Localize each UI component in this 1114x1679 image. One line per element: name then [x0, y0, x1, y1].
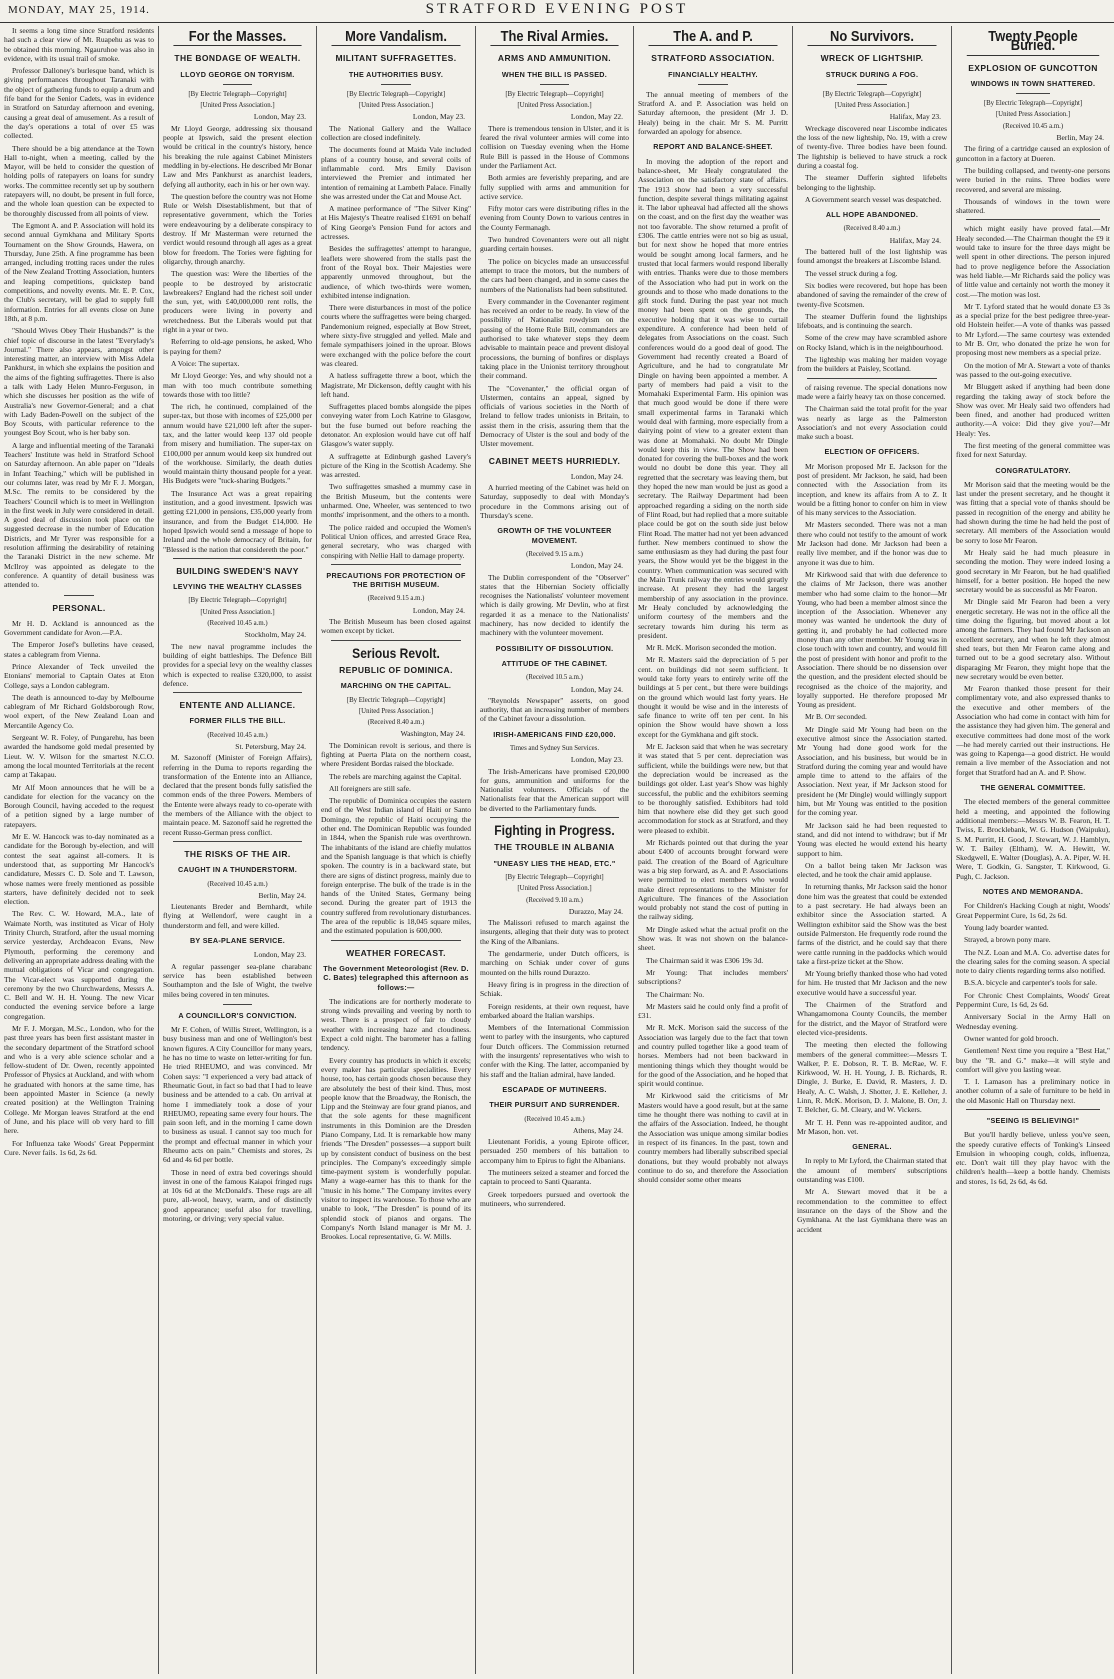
- paragraph: Mr Jackson said he had been requested to stand, and did not intend to withdraw; but if Mr Young was elected he would extend his hearty support to him.: [797, 820, 947, 858]
- subheadline: "UNEASY LIES THE HEAD, ETC.": [493, 858, 616, 868]
- paragraph: The Chairman said the total profit for the year was nearly as large as the Palmerston Association's and not every Association could make such a boast.: [797, 404, 947, 442]
- paragraph: The Chairmen of the Stratford and Whangamomona County Councils, the member for the district, and the Mayor of Stratford were elected vice-presidents.: [797, 1000, 947, 1037]
- received-time: (Received 9.15 a.m.): [367, 595, 425, 603]
- column-twenty-people-buried: [952, 26, 1114, 1674]
- dateline: Washington, May 24.: [400, 729, 465, 739]
- article-body: [956, 797, 1110, 881]
- paragraph: Mr Lloyd George: Yes, and why should not a man with too much contribute something towards those with too little?: [163, 371, 312, 399]
- article-body: [480, 483, 629, 520]
- paragraph: The vessel struck during a fog.: [805, 268, 898, 278]
- article-body: [480, 696, 629, 724]
- paragraph: Fifty motor cars were distributing rifles in the evening from County Down to various centres in the County Fermanagh.: [480, 204, 629, 232]
- paragraph: A suffragette at Edinburgh gashed Lavery's picture of the King in the Scottish Academy. She was arrested.: [321, 451, 471, 480]
- article-body: [163, 1025, 312, 1223]
- masthead: [0, 0, 1114, 23]
- paragraph: Mr E. W. Hancock was to-day nominated as a candidate for the Borough by-election, and will contest the seat against all-comers. It is understood that, as supporting Mr Hancock's candidature, Messrs C. D. Sole and T. Lawson, whose names were freely mentioned as possible starters, have definitely decided not to seek election.: [4, 832, 154, 907]
- paragraph: Two suffragettes smashed a mummy case in the British Museum, but the contents were unharmed. One, Wheeler, was sentenced to two months' imprisonment, and the others to a month.: [321, 482, 471, 520]
- received-time: (Received 10.45 a.m.): [524, 1115, 585, 1123]
- article-body: [797, 1156, 947, 1233]
- headline: ARMS AND AMMUNITION.: [497, 53, 612, 64]
- telegraph-credit: [By Electric Telegraph—Copyright]: [188, 597, 287, 605]
- divider: [331, 564, 461, 565]
- paragraph: Mr A. Stewart moved that it be a recommendation to the committee to effect insurance on the days of the Show and the Gymkhana. At the last Gymkhana there was an accident: [797, 1187, 947, 1234]
- section-heading-personal: PERSONAL.: [52, 602, 106, 613]
- article-title: The A. and P.: [649, 32, 778, 46]
- paragraph: For Children's Hacking Cough at night, Woods' Great Peppermint Cure, 1s 6d, 2s 6d.: [956, 901, 1110, 920]
- dateline: Athens, May 24.: [573, 1125, 623, 1135]
- paragraph: The Rev. C. W. Howard, M.A., late of Waimate North, was instituted as Vicar of Holy Trinity Church, Stratford, after the usual morning service yesterday, Archdeacon Evans, New Plymouth, performing the ceremony and delivering an appropriate address dealing with the mutual obligations of Vicar and congregation. The Vicar-elect was supported during the ceremony by the two Churchwardens, Messrs A. C. Bell and W. H. H. Young. The new Vicar conducted the evening service before a large congregation.: [4, 909, 154, 1021]
- article-body: [480, 1137, 629, 1208]
- headline: THE TROUBLE IN ALBANIA: [494, 842, 615, 853]
- subheadline: CONGRATULATORY.: [995, 465, 1071, 475]
- paragraph: T. I. Lamason has a preliminary notice in another column of a sale of furniture to be held in the old Masonic Hall on Thursday next.: [956, 1077, 1110, 1105]
- paragraph: Mr Morison proposed Mr E. Jackson for the post of president. Mr Jackson, he said, had been connected with the Association from its inception, and knew its affairs from A to Z. It would be a fitting honor to confer on him in view of his many services to the Association.: [797, 461, 947, 518]
- subheadline: WINDOWS IN TOWN SHATTERED.: [970, 78, 1096, 88]
- paragraph: Mr Masters said he could only find a profit of £31.: [638, 1001, 788, 1021]
- dateline: London, May 24.: [570, 561, 623, 571]
- received-time: (Received 8.40 a.m.): [843, 225, 901, 233]
- article-body: [797, 383, 947, 442]
- headline: CABINET MEETS HURRIEDLY.: [488, 455, 621, 466]
- paragraph: The National Gallery and the Wallace collection are closed indefinitely.: [321, 123, 471, 143]
- subheadline: ELECTION OF OFFICERS.: [824, 447, 920, 457]
- dateline: London, May 24.: [412, 605, 465, 615]
- dateline: London, May 22.: [570, 112, 623, 122]
- divider: [331, 940, 461, 941]
- column-more-vandalism: [317, 26, 475, 1674]
- received-time: (Received 10.45 a.m.): [207, 731, 268, 739]
- subheadline: PRECAUTIONS FOR PROTECTION OF THE BRITISH MUSEUM.: [326, 570, 466, 590]
- article-title: Twenty People Buried.: [967, 32, 1099, 56]
- paragraph: But you'll hardly believe, unless you've seen, the speedy curative effects of Tonking's Linseed Emulsion in whooping cough, colds, influenza, etc. Don't wait till they play havoc with the children's health—keep a bottle handy. Chemists and stores, 1s 6d, 2s 6d, 4s 6d.: [956, 1130, 1110, 1186]
- article-body: [321, 741, 471, 936]
- press-credit: [United Press Association.]: [517, 102, 592, 110]
- divider: [173, 692, 302, 693]
- paragraph: The British Museum has been closed against women except by ticket.: [321, 617, 471, 636]
- divider: [223, 1004, 252, 1005]
- article-body: [163, 902, 312, 930]
- divider: [64, 595, 94, 596]
- paragraph: Two hundred Covenanters were out all night guarding certain houses.: [480, 235, 629, 254]
- paragraph: Mr Dingle said Mr Young had been on the executive almost since the Association started. Mr Young had done good work for the Association, and his business, but would be in Stratford during the coming year and would have ample time to attend to the affairs of the Association. Next year, if Mr Jackson stood for president he (Mr Dingle) would willingly support him, but Mr Young was entitled to the position for the coming year.: [797, 724, 947, 818]
- paragraph: Both armies are feverishly preparing, and are fully supplied with arms and ammunition for active service.: [480, 173, 629, 201]
- article-body: [321, 997, 471, 1242]
- paragraph: Those in need of extra bed coverings should invest in one of the famous Kaiapoi fringed rugs at 10s 6d at the McDonald's. These rugs are all pure, all-wool, heavy, warm, and of distinctly good appearance; useful also for travelling, motoring, or driving; very special value.: [163, 1167, 312, 1224]
- subheadline: A COUNCILLOR'S CONVICTION.: [178, 1010, 297, 1020]
- article-body: [956, 144, 1110, 215]
- paragraph: The battered hull of the lost lightship was found amongst the breakers at Liscombe Island.: [797, 247, 947, 266]
- article-body: [638, 90, 788, 136]
- headline: WEATHER FORECAST.: [346, 947, 446, 958]
- headline: ENTENTE AND ALLIANCE.: [179, 700, 296, 711]
- paragraph: All foreigners are still safe.: [329, 783, 411, 793]
- paragraph: The rich, he continued, complained of the super-tax, but those with incomes of £25,000 per annum would have £21,000 left after the super-tax, and the latter would keep 137 old people from misery and humiliation. The super-tax on £100,000 per annum would keep six hundred out of the workhouse. Similarly, the death duties would maintain thirty thousand people for a year. His Budgets were "tuck-sharing Budgets.": [163, 402, 312, 486]
- paragraph: Mr Alf Moon announces that he will be a candidate for election for the vacancy on the Borough Council, having acceded to the request of a petition signed by a large number of ratepayers.: [4, 782, 154, 829]
- divider: [381, 84, 411, 85]
- subheadline: ALL HOPE ABANDONED.: [825, 210, 919, 220]
- paragraph: Mr Young: That includes members' subscriptions?: [638, 967, 788, 987]
- newspaper-title: STRATFORD EVENING POST: [425, 1, 689, 17]
- paragraph: Mr Young briefly thanked those who had voted for him. He trusted that Mr Jackson and the new executive would have a successful year.: [797, 969, 947, 997]
- article-title: Serious Revolt.: [352, 644, 440, 661]
- paragraph: The rebels are marching against the Capital.: [329, 771, 462, 781]
- telegraph-credit: [By Electric Telegraph—Copyright]: [188, 90, 287, 98]
- divider: [173, 558, 302, 559]
- paragraph: The new naval programme includes the building of eight battleships. The Defence Bill provides for a special levy on the wealthy classes which is expected to realise £320,000, to assist defence.: [163, 641, 312, 688]
- headline: STRATFORD ASSOCIATION.: [651, 53, 775, 64]
- divider: [223, 84, 252, 85]
- press-credit: Times and Sydney Sun Services.: [509, 745, 600, 752]
- subheadline: CAUGHT IN A THUNDERSTORM.: [177, 865, 298, 875]
- paragraph: A hurried meeting of the Cabinet was held on Saturday, supposedly to deal with Monday's procedure in the Commons arising out of Thursday's scene.: [480, 483, 629, 521]
- divider: [1016, 93, 1050, 94]
- paragraph: There should be a big attendance at the Town Hall to-night, when a meeting, called by the Mayor, will be held to consider the question of holding polls of ratepayers on loans for sundry works. The committee recently set up by southern ratepayers will, no doubt, be present in full force, and the whole loan question can be expected to be thoroughly discussed from all points of view.: [4, 143, 154, 218]
- article-body: [480, 918, 629, 1079]
- paragraph: Wreckage discovered near Liscombe indicates the loss of the new lightship, No. 19, with a crew of twenty-five. Three bodies have been found. The lightship is believed to have struck a rock during a coastal fog.: [797, 123, 947, 170]
- headline: MILITANT SUFFRAGETTES.: [335, 53, 457, 64]
- paragraph: Anniversary Social in the Army Hall on Wednesday evening.: [956, 1012, 1110, 1031]
- paragraph: Prince Alexander of Teck unveiled the Etonians' memorial to Captain Oates at Eton College, says a London cablegram.: [4, 662, 154, 690]
- subheadline: ESCAPADE OF MUTINEERS.: [502, 1084, 607, 1094]
- paragraph: A matinee performance of "The Silver King" at His Majesty's Theatre realised £1691 on behalf of King George's Pension Fund for actors and actresses.: [321, 204, 471, 242]
- dateline: Stockholm, May 24.: [244, 630, 306, 640]
- headline: THE RISKS OF THE AIR.: [184, 848, 291, 859]
- paragraph: The documents found at Maida Vale included plans of a country house, and several coils of inflammable cord. Mrs Emily Davison interviewed the Premier and intimated her intention of remaining at Lambeth Palace. Finally she was arrested under the Cat and Mouse Act.: [321, 145, 471, 201]
- paragraph: A Government search vessel was despatched.: [805, 194, 942, 204]
- article-body: [797, 462, 947, 1136]
- article-title: For the Masses.: [173, 32, 301, 46]
- paragraph: Mr E. Jackson said that when he was secretary it was stated that 5 per cent. depreciation was sufficient, while the buildings were new, but that the depreciation would be increased as the buildings got older. Last year's Show was highly successful, the public and the exhibitors seeming to be thoroughly satisfied. Exhibitors had told him that nowhere else did they get such good accommodation for stock as at Stratford, and they were pleased to exhibit.: [638, 742, 788, 835]
- press-credit: [United Press Association.]: [200, 608, 275, 616]
- paragraph: A regular passenger sea-plane charabanc service has been established between Southampton and the Isle of Wight, the twelve miles being covered in ten minutes.: [163, 961, 312, 999]
- paragraph: The Malissori refused to march against the insurgents, alleging that their duty was to protect the King of the Albanians.: [480, 918, 629, 946]
- subheadline: FINANCIALLY HEALTHY.: [668, 69, 758, 79]
- telegraph-credit: [By Electric Telegraph—Copyright]: [505, 873, 604, 881]
- press-credit: [United Press Association.]: [358, 102, 434, 110]
- paragraph: Mr Fearon thanked those present for their complimentary vote, and also expressed thanks to the executive and other members of the Association who had come in contact with him for the assistance they had given him. The general and executive committees had done most of the work—he had merely carried out their instructions. He was going to Kapenga—a good district. He would remain a live member of the Association and not forget that Stratford had an A. and P. Show.: [956, 684, 1110, 777]
- received-time: (Received 8.40 a.m.): [367, 719, 425, 727]
- paragraph: Mr Lloyd George, addressing six thousand people at Ipswich, said the present election would be critical in the country's history, hence his breaking the rule against Cabinet Ministers meddling in by-elections. He described Mr Bonar Law and Mrs Pankhurst as anarchist leaders, defying all authority, each in his or her own way.: [163, 123, 312, 189]
- paragraph: The Chairman said it was £306 19s 3d.: [646, 955, 764, 965]
- paragraph: Thousands of windows in the town were shattered.: [956, 196, 1110, 216]
- paragraph: On a ballot being taken Mr Jackson was elected, and he took the chair amid applause.: [797, 860, 947, 880]
- divider: [540, 84, 569, 85]
- subheadline: LEVYING THE WEALTHY CLASSES: [173, 582, 302, 592]
- dateline: Halifax, May 23.: [889, 112, 941, 122]
- dateline: St. Petersburg, May 24.: [235, 742, 306, 751]
- paragraph: Heavy firing is in progress in the direction of Schiak.: [480, 979, 629, 999]
- paragraph: Every country has products in which it excels; every maker has particular specialities. Every house, too, has certain goods chosen because they are absolutely the best of their kind. Thus, most people know that the Broadway, the Ronisch, the Lipp and the Steinway are four grand pianos, and that the sole agents for these magnificent instruments in this Dominion are the Dresden Piano Company, Ltd. It is remarkable how many friends "The Dresden" possesses—a support built up by consistent conduct of business on the best principles. The Company's exceedingly simple time-payment system is wonderfully popular. Many a wage-earner has this to thank for the "music in his home." The Company invites every visitor to inspect its warehouse. To those who are unable to look, "The Dresden" is pound of its splendid stock of pianos and organs. The Company's North Island manager is Mr M. J. Brookes. Local representative, G. W. Mills.: [321, 1055, 471, 1242]
- article-body: [956, 224, 1110, 459]
- press-credit: [United Press Association.]: [834, 102, 910, 110]
- column-no-survivors: [793, 26, 951, 1674]
- paragraph: The police raided and occupied the Women's Political Union offices, and arrested Grace Rea, general secretary, who was charged with conspiring with Nellie Hall to damage property.: [321, 522, 471, 560]
- subheadline: ATTITUDE OF THE CABINET.: [501, 658, 608, 668]
- paragraph: The Irish-Americans have promised £20,000 for guns, ammunition and uniforms for the Nationalist volunteers. Officials of the Nationalists fear that the American support will be diverted to the Parliamentary funds.: [480, 766, 629, 813]
- paragraph: Mr R. McK. Morison seconded the motion.: [646, 643, 777, 653]
- subheadline: POSSIBILITY OF DISSOLUTION.: [495, 643, 614, 653]
- article-body: [321, 617, 471, 636]
- divider: [698, 84, 728, 85]
- paragraph: B.S.A. bicycle and carpenter's tools for sale.: [964, 978, 1097, 988]
- headline: THE BONDAGE OF WEALTH.: [174, 53, 301, 64]
- paragraph: Mr T. Lyford stated that he would donate £3 3s as a special prize for the best pedigree three-year-old Holstein heifer.—A vote of thanks was passed to Mr Lyford.—The same courtesy was extended to Mr B. Orr, who donated the prize he won for proposing most new members as a special prize.: [956, 301, 1110, 358]
- personal-items: [4, 619, 154, 1157]
- local-news-items: [4, 26, 154, 590]
- paragraph: On the motion of Mr A. Stewart a vote of thanks was passed to the out-going executive.: [956, 360, 1110, 379]
- paragraph: Lieutenants Breder and Bernhardt, while flying at Wellendorf, were caught in a thunderstorm and fell, and were killed.: [163, 902, 312, 930]
- divider: [966, 219, 1100, 220]
- subheadline: MARCHING ON THE CAPITAL.: [340, 681, 452, 691]
- paragraph: of raising revenue. The special donations now made were a fairly heavy tax on those concerned.: [797, 382, 947, 401]
- subheadline: STRUCK DURING A FOG.: [825, 69, 919, 79]
- paragraph: It seems a long time since Stratford residents had such a clear view of Mt. Ruapehu as was to be obtained this morning. Ngauruhoe was also in evidence, with its usual trail of smoke.: [4, 26, 154, 63]
- paragraph: The question before the country was not Home Rule or Welsh Disestablishment, but that of representative government, which the Tories were endeavouring by a deliberate conspiracy to destroy. If Mr Masterman were returned the verdict would resound through all ages as a great blow for freedom. The Tories were fighting for oligarchy, through anarchy.: [163, 191, 313, 266]
- dateline: London, May 24.: [570, 684, 623, 694]
- paragraph: which might easily have proved fatal.—Mr Healy seconded.—The Chairman thought the £9 it would take to insure for the three days might be well spent in other directions. The person injured had to prove negligence before the Association was held liable.—Mr Richards said the policy was of little value and certainly not worth the money it cost.—The motion was lost.: [956, 224, 1110, 299]
- headline: EXPLOSION OF GUNCOTTON: [968, 62, 1098, 73]
- paragraph: For Chronic Chest Complaints, Woods' Great Peppermint Cure, 1s 6d, 2s 6d.: [956, 990, 1110, 1010]
- paragraph: Besides the suffragettes' attempt to harangue, leaflets were showered from the stalls past the front of the Royal box. Their Majesties were apparently unmoved throughout, but the audience, of which two-thirds were women, exhibited intense indignation.: [321, 244, 471, 300]
- headline: REPUBLIC OF DOMINICA.: [339, 664, 453, 675]
- received-time: (Received 9.10 a.m.): [526, 896, 583, 904]
- paragraph: Strayed, a brown pony mare.: [964, 935, 1051, 945]
- subheadline: IRISH-AMERICANS FIND £20,000.: [493, 729, 616, 739]
- paragraph: The death is announced to-day by Melbourne cablegram of Mr Richard Goldsborough Row, wool expert, of the New Zealand Loan and Mercantile Agency Co.: [4, 692, 154, 730]
- paragraph: The firing of a cartridge caused an explosion of guncotton in a factory at Dueren.: [956, 144, 1110, 163]
- paragraph: Mr H. D. Ackland is announced as the Government candidate for Avon.—P.A.: [4, 618, 154, 638]
- dateline: Durazzo, May 24.: [568, 906, 623, 916]
- subheadline: "SEEING IS BELIEVING!": [986, 1115, 1080, 1125]
- dateline: Berlin, May 24.: [258, 890, 306, 900]
- subheadline: THE GENERAL COMMITTEE.: [980, 783, 1086, 793]
- paragraph: The Dominican revolt is serious, and there is fighting at Puerta Plata on the northern coast, where President Bordas raised the blockade.: [321, 740, 471, 769]
- paragraph: Every commander in the Covenanter regiment has received an order to be ready. In view of the possibility of Nationalist rowdyism on the passing of the Home Rule Bill, commanders are authorised to take whatever steps they deem advisable to maintain peace and prevent disloyal processions, the burning of bonfires or displays taking place in the Unionist territory throughout their command.: [480, 296, 629, 381]
- paragraph: The gendarmerie, under Dutch officers, is marching on Schiak under cover of guns mounted on the hills round Durazzo.: [480, 949, 629, 977]
- paragraph: The Chairman: No.: [646, 989, 705, 999]
- paragraph: The "Covenanter," the official organ of Ulstermen, contains an appeal, signed by officials of various societies in the North of Ireland to fellow trades unionists in Britain, to assist them in the crisis, assuring them that the Democracy of Ulster is the soul and body of the Ulster movement.: [480, 383, 629, 449]
- paragraph: The police on bicycles made an unsuccessful attempt to trace the motors, but the numbers of the cars had been changed, and in some cases the numbers of the Nationalists had been substituted.: [480, 256, 629, 294]
- paragraph: Some of the crew may have scrambled ashore on Rocky Island, which is in the neighbourhood.: [797, 333, 947, 352]
- subheadline: GENERAL.: [852, 1142, 892, 1152]
- paragraph: For Influenza take Woods' Great Peppermint Cure. Never fails. 1s 6d, 2s 6d.: [4, 1138, 154, 1157]
- divider: [966, 1109, 1100, 1110]
- received-time: (Received 10.45 a.m.): [207, 620, 268, 628]
- paragraph: Mr R. Masters said the depreciation of 5 per cent. on buildings did not seem sufficient. It would take forty years to entirely write off the buildings at 5 per cent., but there were buildings on the ground which would last forty years. He thought it would be wise and in the interests of safe finance to write off ten per cent. In his opinion the Show would have shown a loss except for the Gymkhana and gift stock.: [638, 655, 788, 739]
- paragraph: The mutineers seized a steamer and forced the captain to proceed to Santi Quaranta.: [480, 1167, 629, 1187]
- article-body: [321, 124, 471, 560]
- paragraph: The Emperor Josef's bulletins have ceased, states a cablegram from Vienna.: [4, 640, 154, 659]
- article-title: More Vandalism.: [332, 32, 461, 46]
- received-time: (Received 10.5 a.m.): [526, 674, 583, 682]
- paragraph: Mr R. McK. Morison said the success of the Association was largely due to the fact that town and country pulled together like a good team of horses. Members had not been backward in mentioning things which they thought would be for the good of the Association, and he hoped that spirit would continue.: [638, 1023, 788, 1089]
- paragraph: In returning thanks, Mr Jackson said the honor done him was the greatest that could be extended to a past secretary. He had always been an exhibitor since the Association started. A Wellington exhibitor said the Show was the best outside Palmerston. He frequently rode round the farms of the district, and he could say that there were cattle running in the paddocks which would take a first-prize ticket at the Show.: [797, 882, 947, 966]
- paragraph: The Insurance Act was a great repairing institution, and a good investment. Ipswich was getting £21,000 in pensions, £35,000 yearly from insurance, and from the Budget £14,000. He hoped Ipswich would send a message of hope to Ireland and the whole democracy of Britain, for "Blessed is the nation that considereth the poor.": [163, 488, 312, 554]
- article-body: [163, 753, 312, 837]
- divider: [807, 378, 937, 379]
- dateline: London, May 24.: [570, 471, 623, 481]
- paragraph: A large and influential meeting of the Taranaki Teachers' Institute was held in Stratford School on Saturday afternoon. An able paper on "Ideals in Infant Teaching," which will be published in our columns later, was read by Mr F. J. Morgan, M.Sc. The remits to be considered by the Teachers' Council which is to meet in Wellington in the first week in July were considered in detail. A good deal of discussion took place on the suggested decrease in the number of Education Districts, and Mr Tyrer was responsible for a resolution affirming the desirability of retaining the Taranaki District in the new scheme. Mr McIlroy was appointed as delegate to the conference. A quantity of detail business was attended to.: [4, 440, 154, 590]
- dateline: London, May 23.: [253, 950, 306, 960]
- paragraph: "Reynolds Newspaper" asserts, on good authority, that an increasing number of members of the Cabinet favour a dissolution.: [480, 695, 629, 724]
- press-credit: [United Press Association.]: [200, 102, 275, 110]
- paragraph: The N.Z. Loan and M.A. Co. advertise dates for the clearing sales for the coming season. A special note to dairy clients regarding terms also notified.: [956, 947, 1110, 976]
- column-rival-armies: [476, 26, 633, 1674]
- paragraph: Lieutenant Foridis, a young Epirote officer, persuaded 250 members of his battalion to accompany him to Epirus to fight the Albanians.: [480, 1137, 629, 1165]
- telegraph-credit: [By Electric Telegraph—Copyright]: [346, 90, 446, 98]
- paragraph: The annual meeting of members of the Stratford A. and P. Association was held on Saturday afternoon, the president (Mr J. D. Healy) being in the chair. Mr S. M. Purritt forwarded an apology for absence.: [638, 89, 788, 137]
- telegraph-credit: [By Electric Telegraph—Copyright]: [983, 100, 1083, 108]
- received-time: (Received 10.45 a.m.): [207, 880, 268, 888]
- received-time: (Received 10.45 a.m.): [1002, 122, 1064, 130]
- paragraph: The steamer Dufferin found the lightships lifeboats, and is continuing the search.: [797, 311, 947, 331]
- paragraph: A Voice: The supertax.: [171, 358, 240, 368]
- paragraph: "Should Wives Obey Their Husbands?" is the chief topic of discourse in the latest "Everylady's Journal." There also appears, amongst other interesting matter, an interview with Miss Adela Pankhurst, in which she explains the position and the aims of the fighting suffragettes. There is also a talk with Lady Helen Munro-Ferguson, in which she discusses her position as the wife of Australia's new Governor-General; and a chat with Lady Baden-Powell on the subject of the Boy Scouts, with particular reference to the youngest Boy Scout, who is her baby son.: [4, 326, 154, 438]
- article-body: [638, 157, 788, 1185]
- article-body: [163, 962, 312, 999]
- press-credit: [United Press Association.]: [517, 885, 592, 893]
- divider: [857, 84, 887, 85]
- paragraph: Mr T. H. Penn was re-appointed auditor, and Mr Mason, hon. vet.: [797, 1117, 947, 1136]
- paragraph: Referring to old-age pensions, he asked, Who is paying for them?: [163, 337, 312, 356]
- article-body: [480, 573, 629, 638]
- paragraph: A hatless suffragette threw a boot, which the Magistrate, Mr Dickenson, deftly caught with his left hand.: [321, 371, 471, 399]
- paragraph: The lightship was making her maiden voyage from the builders at Paisley, Scotland.: [797, 355, 947, 374]
- paragraph: Mr Dingle asked what the actual profit on the Show was. It was not shown on the balance-sheet.: [638, 924, 788, 953]
- subheadline: THEIR PURSUIT AND SURRENDER.: [489, 1100, 620, 1110]
- paragraph: Mr F. J. Morgan, M.Sc., London, who for the past three years has been first assistant master in the secondary department of the Stratford school and who is a very able science scholar and a fellow-student of Dr. Owen, recently appointed Professor of Physics at Auckland, and with whom he graduated with honors at the same time, has been appointed Master in Science (a newly created position) at the Wellington Training College. Mr Morgan leaves Stratford at the end of June, and his place will ob very hard to fill here.: [4, 1023, 154, 1136]
- subheadline: LLOYD GEORGE ON TORYISM.: [180, 69, 295, 79]
- paragraph: Greek torpedoers pursued and overtook the mutineers, who surrendered.: [480, 1189, 629, 1208]
- paragraph: M. Sazonoff (Minister of Foreign Affairs), referring in the Duma to reports regarding the transformation of the Entente into an Alliance, declared that the present bonds fully satisfied the common ends of the three Powers. Members of the Entente were always ready to co-operate with the members of the Alliance with the object to maintain peace. M. Sazonoff said he regretted the recent Russo-German press conflict.: [163, 753, 312, 837]
- paragraph: Six bodies were recovered, but hope has been abandoned of saving the remainder of the crew of twenty-five Scotsmen.: [797, 280, 947, 309]
- paragraph: In moving the adoption of the report and balance-sheet, Mr Healy congratulated the Association on the satisfactory state of affairs. The 1913 show had been a very successful function, despite several things militating against it. The labor upheaval had affected all the shows on the coast, and on the first day the weather was not too favorable. The show returned a profit of £306. The cattle entries were not so big as usual, but for next show he hoped that more entries would be sought among local farmers, and he trusted that local farmers would respond liberally with entries. Thanks were due to those members of the Association who had put in work on the grounds and to those who made donations to the gift stock fund. During the past year not much money had been spent on the grounds, the executive holding that it was wise to curtail expenditure. A conference had been held of delegates from Associations on the coast. Such conferences would do a good deal of good. The Government had recently created a Board of Agriculture, and he had to congratulate Mr Dingle on having been appointed a member. A party of members had paid a visit to the Momahaki Experimental Farm. His opinion was that much good would be done if there were small experimental farms in Taranaki which would deal with farming, more especially from a dairying point of view to a greater extent than was done at Momahaki. No doubt Mr Dingle would keep this in view. The Show had been donated for covering the bull-boxes and the work would no doubt be done this year. They all regretted that the secretary was leaving them, but they hoped the new man would be just as good a secretary. The Railway Department had been approached regarding a siding on the north side of Flint Road, but had replied that a more suitable place could be got on the south side just below Flint Road. The matter had not yet been advanced further. New members continued to show the same enthusiasm as they had during the past four years, the Show would yet be the biggest in the country. When communication was secured with the Main Trunk railway the entries would greatly increase. At present they had the largest membership of any association in the province. Mr Healy concluded by acknowledging the uniform courtesy of the members and the secretary towards him during his term as president.: [638, 156, 788, 640]
- paragraph: The indications are for northerly moderate to strong winds prevailing and veering by north to west. There is a prospect of fair to cloudy weather with increasing haze and cloudiness. Expect a cold night. The barometer has a falling tendency.: [321, 996, 471, 1053]
- paragraph: Members of the International Commission went to parley with the insurgents, who captured four Dutch officers. The Commission returned with the insurgents' representatives who wish to confer with the King. The latter, accompanied by his staff and the Italian admiral, have landed.: [480, 1023, 629, 1079]
- article-body: [480, 124, 629, 449]
- subheadline: GROWTH OF THE VOLUNTEER MOVEMENT.: [497, 526, 612, 545]
- subheadline: REPORT AND BALANCE-SHEET.: [653, 142, 773, 152]
- article-body: [163, 124, 312, 554]
- dateline: Berlin, May 24.: [1056, 133, 1104, 143]
- paragraph: The elected members of the general committee held a meeting, and appointed the following additional members:—Messrs W. B. Fearon, H. T. Twiss, E. Brocklebank, W. G. Hudson (Waipuku), S. M. Purritt, H. Good, J. Stewart, W. J. Hamblyn, W. T. Bailey (Eltham), W. A. Hewitt, W. Skedgwell, E. Walter (Douglas), A. A. Piper, W. H. Were, T. Godkin, G. Sangster, T. Kirkwood, G. Pugh, C. Jackson.: [956, 797, 1110, 881]
- subheadline: NOTES AND MEMORANDA.: [982, 887, 1084, 897]
- paragraph: Suffragettes placed bombs alongside the pipes conveying water from Loch Katrine to Glasgow, but the fuse burned out before reaching the detonator. An explosion would have cut off half Glasgow's water supply.: [321, 402, 471, 449]
- paragraph: In reply to Mr Lyford, the Chairman stated that the amount of members' subscriptions outstanding was £100.: [797, 1156, 947, 1185]
- paragraph: The first meeting of the general committee was fixed for next Saturday.: [956, 440, 1110, 460]
- article-body: [956, 1130, 1110, 1186]
- headline: WRECK OF LIGHTSHIP.: [820, 53, 924, 64]
- received-time: (Received 9.15 a.m.): [526, 550, 583, 558]
- subheadline: WHEN THE BILL IS PASSED.: [501, 69, 608, 79]
- paragraph: Mr Bluggett asked if anything had been done regarding the taking away of stock before the Show was over. Mr Healy said two offenders had been fined, and another had produced written authority.—A voice: Did they give you?—Mr Healy: Yes.: [956, 382, 1110, 438]
- paragraph: Mr Kirkwood said that with due deference to the claims of Mr Jackson, there was another member who had some claim to the honor—Mr Young, who had been a member almost since the inception of the Association. Whenever any money was wanted he undertook the duty of getting it, and probably he had collected more money than any other member. Mr Young was in close touch with town and country, and would fill the post of president with honor and profit to the Association. There should be no dissension over the question, and the president elected should be recognised as the choice of the majority, and loyally supported. He therefore proposed Mr Young as president.: [797, 569, 947, 710]
- paragraph: Professor Dalloney's burlesque band, which is giving performances throughout Taranaki with the object of gathering funds to equip a drum and fife band for the Senior Cadets, was in evidence in Stratford on Saturday afternoon and evening, causing a great deal of amusement. As a result of the day's operations a total of over £5 was collected.: [4, 66, 154, 141]
- paragraph: Mr Dingle said Mr Fearon had been a very energetic secretary. He was not in the office all the time doing the figuring, but moved about a lot among the farmers. They had found Mr Jackson an excellent secretary, and when he left they almost shed tears, but then Mr Fearon came along and turned out to be a good secretary also. Without disparaging Mr Fearon, they might hope that the new secretary would be even better.: [956, 597, 1110, 681]
- paragraph: Mr F. Cohen, of Willis Street, Wellington, is a busy business man and one of Wellington's best known figures. A City Councillor for many years, he has no time to waste on letter-writing for fun. He tried RHEUMO, and was convinced. Mr Cohen says: "I experienced a very bad attack of Rheumatic Gout, in fact so bad that I had to leave business and be attended to a cab. On arrival at home I immediately took a dose of your RHEUMO, repeating same every four hours. The pain soon left, and in the morning I came down to business as usual. I cannot say too much for the prompt and effectual manner in which your Rheumo acts on pain." Chemists and stores, 2s 6d and 4s 6d per bottle.: [163, 1025, 312, 1165]
- divider: [173, 841, 302, 842]
- article-body: [956, 480, 1110, 777]
- dateline: London, May 23.: [412, 112, 465, 122]
- paragraph: The building collapsed, and twenty-one persons were buried in the ruins. Three bodies were recovered, and several are missing.: [956, 165, 1110, 194]
- dateline: London, May 23.: [253, 112, 306, 122]
- paragraph: Foreign residents, at their own request, have embarked aboard the Italian warships.: [480, 1001, 629, 1020]
- paragraph: There is tremendous tension in Ulster, and it is feared the rival volunteer armies will come into collision on Tuesday evening when the Home Rule Bill is passed in the House of Commons under the Parliament Act.: [480, 123, 629, 170]
- paragraph: Mr Kirkwood said the criticisms of Mr Masters would have a good result, but at the same time he thought there was nothing to cavil at in the affairs of the Association. Indeed, he thought the Association was unique among similar bodies in respect of its finances. In the past, town and country members had liberally subscribed special donations, but they would probably not always continue to do so, and therefore the Association should consider some other means: [638, 1091, 788, 1185]
- article-body: [956, 901, 1110, 1105]
- paragraph: The steamer Dufferin sighted lifebelts belonging to the lightship.: [797, 173, 947, 192]
- paragraph: Owner wanted for gold brooch.: [964, 1033, 1059, 1043]
- paragraph: Gentlemen! Next time you require a "Best Hat," buy the "R. and G." make—it will style and comfort will give you lasting wear.: [956, 1046, 1110, 1074]
- telegraph-credit: [By Electric Telegraph—Copyright]: [822, 90, 922, 98]
- article-title: No Survivors.: [808, 32, 937, 46]
- press-credit: [United Press Association.]: [358, 707, 434, 715]
- paragraph: The republic of Dominica occupies the eastern end of the West Indian island of Haiti or Santo Domingo, the republic of Haiti occupying the other end. The Dominican Republic was founded in 1844, when the Spanish rule was overthrown. The inhabitants of the island are chiefly mulattos and the Spanish language is that which is chiefly spoken. The country is in a backward state, but there are signs of distinct progress, mainly due to foreign enterprise. The bulk of the trade is in the hands of the United States, Germany being second. During the greater part of 1913 the country suffered from revolutionary disturbances. The area of the republic is 18,045 square miles, and the estimated population is 600,000.: [321, 796, 471, 936]
- article-title: The Rival Armies.: [490, 32, 618, 46]
- paragraph: Sergeant W. R. Foley, of Pungarehu, has been awarded the handsome gold medal presented by Lieut. W. V. Wilson for the smartest N.C.O. among the local mounted Territorials at the recent camp at Takapau.: [4, 733, 154, 780]
- telegraph-credit: [By Electric Telegraph—Copyright]: [346, 696, 446, 704]
- divider: [490, 817, 619, 818]
- column-for-the-masses: [159, 26, 316, 1674]
- issue-date: MONDAY, MAY 25, 1914.: [8, 4, 150, 16]
- subheadline: The Government Meteorologist (Rev. D. C. Bates) telegraphed this afternoon as follows:—: [323, 963, 469, 992]
- paragraph: Mr Richards pointed out that during the year about £400 of accounts brought forward were paid. The creation of the Board of Agriculture was a big step forward, as A. and P. Associations were permitted to elect members who would make direct representations to the Minister for Agriculture. The finances of the Association would probably not stand the cost of putting in the railway siding.: [638, 838, 788, 922]
- press-credit: [United Press Association.]: [995, 111, 1071, 119]
- article-body: [797, 124, 947, 204]
- subheadline: BY SEA-PLANE SERVICE.: [189, 936, 286, 946]
- subheadline: FORMER FILLS THE BILL.: [189, 716, 286, 726]
- paragraph: Mr Masters seconded. There was not a man there who could not testify to the amount of work Mr Jackson had done. Mr Jackson had been a really live member, and if the honor was due to anyone it was due to him.: [797, 520, 947, 567]
- column-a-and-p: [634, 26, 792, 1674]
- column-local-news: [0, 26, 158, 1674]
- paragraph: There were disturbances in most of the police courts where the suffragettes were being charged. Pandemonium reigned, especially at Bow Street, where sixty-five struggled and yelled. Male and female sympathisers joined in the uproar. Blows were exchanged with the police before the court was cleared.: [321, 303, 471, 368]
- article-title: Fighting in Progress.: [494, 822, 615, 839]
- paragraph: Young lady boarder wanted.: [964, 922, 1049, 932]
- telegraph-credit: [By Electric Telegraph—Copyright]: [505, 90, 604, 98]
- article-body: [797, 247, 947, 374]
- article-body: [163, 642, 312, 688]
- paragraph: Mr Healy said he had much pleasure in seconding the motion. They were indeed losing a good secretary in Mr Fearon, but he had qualified himself, for a better position. He hoped the new secretary would be as successful as Mr Fearon.: [956, 547, 1110, 595]
- dateline: Halifax, May 24.: [889, 235, 941, 245]
- article-body: [480, 767, 629, 813]
- subheadline: THE AUTHORITIES BUSY.: [348, 69, 444, 79]
- paragraph: The Dublin correspondent of the "Observer" states that the Hibernian Society officially recognises the Nationalists' volunteer movement which is daily growing. Mr Devlin, who at first regarded it as a menace to the Nationalists' machinery, has now decided to identify the machinery with the volunteer movement.: [480, 572, 629, 638]
- paragraph: The question was: Were the liberties of the people to be destroyed by aristocratic lawbreakers? England had the richest soil under the sun, yet, with £40,000,000 rent rolls, the producers were living in poverty and wretchedness. But the Liberals would put that right in a year or two.: [163, 269, 312, 335]
- paragraph: The Egmont A. and P. Association will hold its second annual Gymkhana and Military Sports Tournament on the Show Grounds, Hawera, on Thursday, June 25th. A fine programme has been arranged, including trotting races under the rules of the New Zealand Trotting Association, hunters and leaping competitions, quickstep band competitions, and novelty events. Mr. E. P. Cox, the Club's secretary, will be glad to supply full information. Entries for all events close on June 18th, at 8 p.m.: [4, 220, 154, 323]
- divider: [331, 640, 461, 641]
- paragraph: The meeting then elected the following members of the general committee:—Messrs T. Walker, P. E. Dobson, R. T. B. McRae, W. F. Kirkwood, W. H. H. Young, J. B. Richards, R. Dingle, J. Burke, E. David, R. Masters, J. D. Healy, A. C. Walsh, J. Shotter, J. E. Kelleher, J. Linn, R. McK. Morison, D. J. Malone, B. Orr, J. T. Belcher, G. M. Cleary, and W. Vickers.: [797, 1040, 947, 1115]
- paragraph: Mr Morison said that the meeting would be the last under the present secretary, and he thought it was fitting that a special vote of thanks should be passed in recognition of the energy and ability he had shown during the time he had held the post of secretary. All members of the Association would be sorry to lose Mr Fearon.: [956, 479, 1110, 545]
- headline: BUILDING SWEDEN'S NAVY: [176, 565, 299, 576]
- paragraph: Mr B. Orr seconded.: [805, 712, 867, 722]
- dateline: London, May 23.: [570, 755, 623, 765]
